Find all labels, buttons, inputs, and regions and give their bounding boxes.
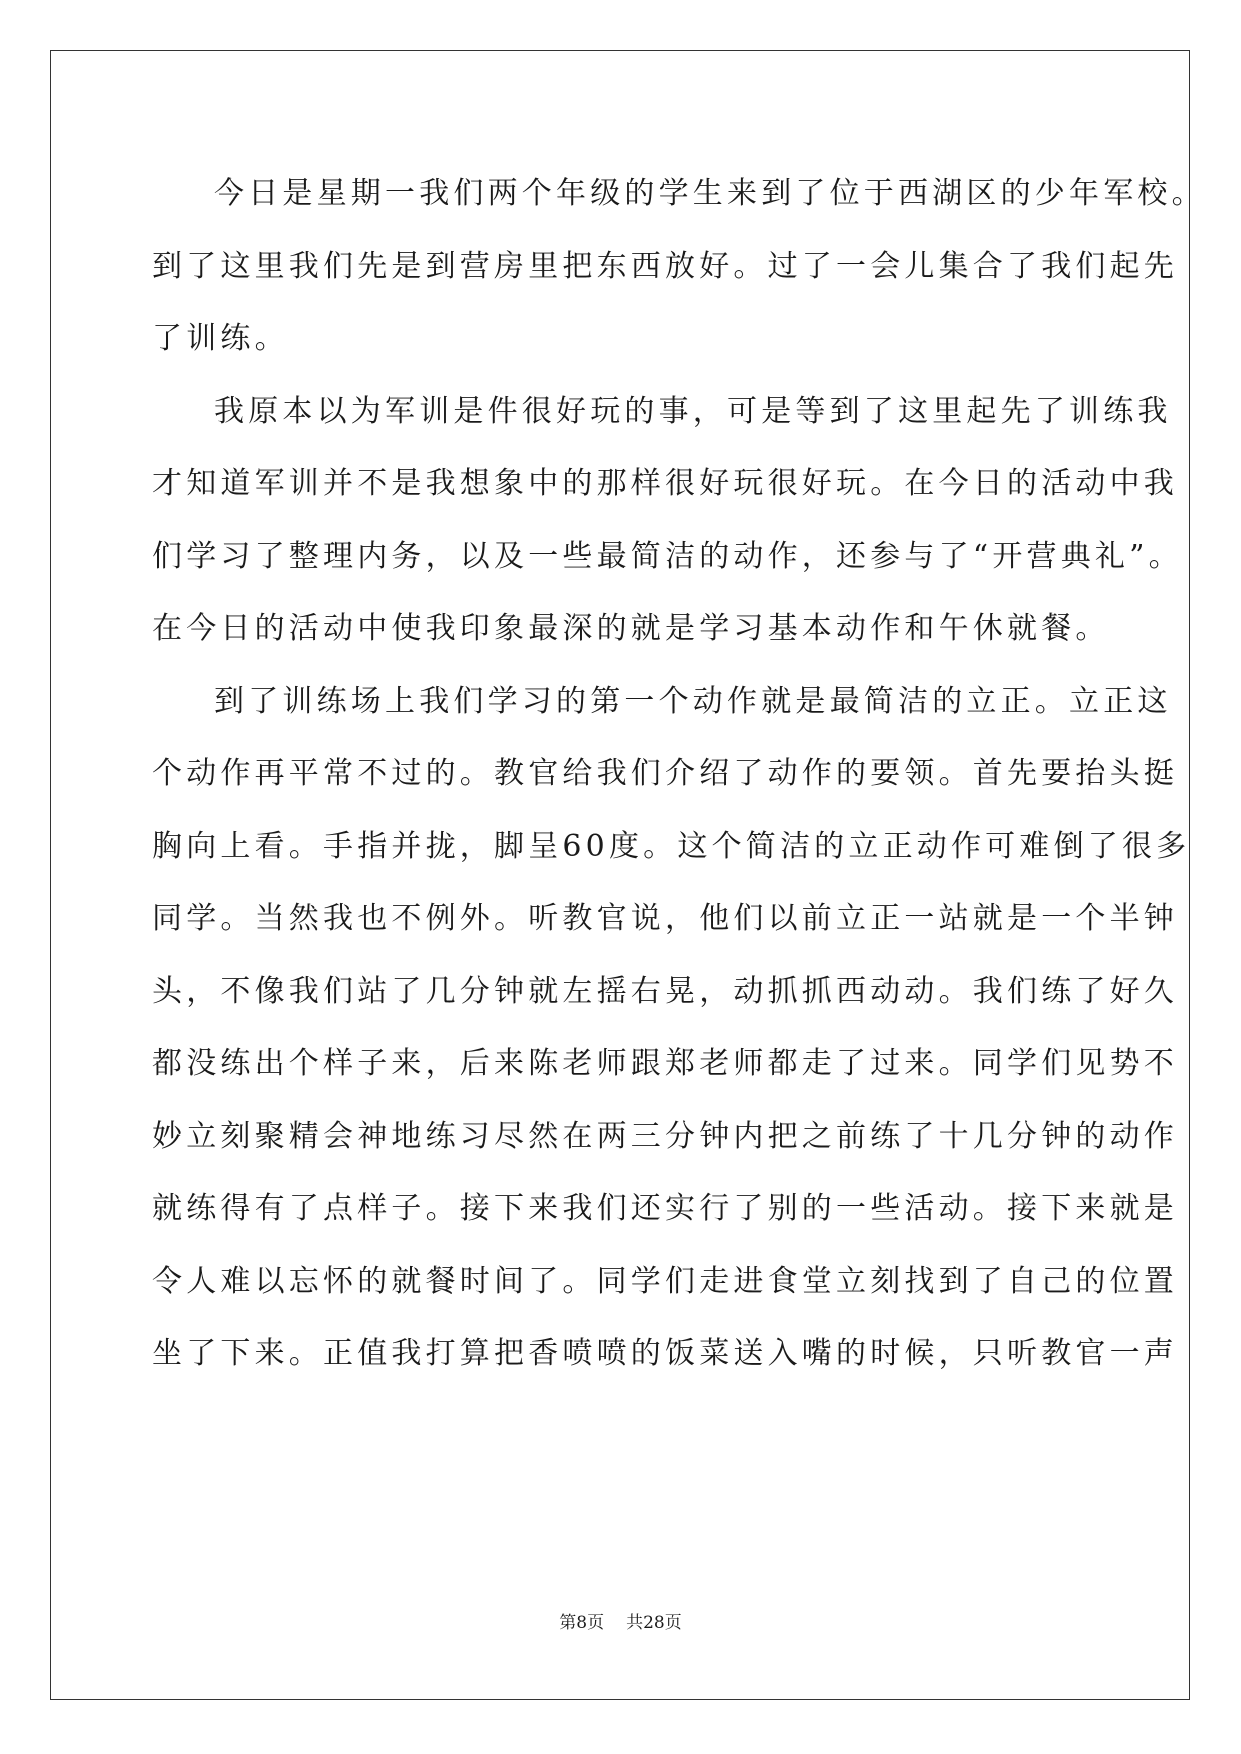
paragraph-2-line-2: 才知道军训并不是我想象中的那样很好玩很好玩。在今日的活动中我 [152, 466, 1178, 501]
paragraph-2-line-4: 在今日的活动中使我印象最深的就是学习基本动作和午休就餐。 [152, 611, 1110, 646]
paragraph-3-line-1: 到了训练场上我们学习的第一个动作就是最简洁的立正。立正这 [214, 683, 1172, 719]
paragraph-3-line-4: 同学。当然我也不例外。听教官说，他们以前立正一站就是一个半钟 [152, 901, 1178, 936]
paragraph-2-line-3: 们学习了整理内务，以及一些最简洁的动作，还参与了“开营典礼”。 [152, 538, 1183, 574]
paragraph-3-line-2: 个动作再平常不过的。教官给我们介绍了动作的要领。首先要抬头挺 [152, 756, 1178, 791]
paragraph-1-line-2: 到了这里我们先是到营房里把东西放好。过了一会儿集合了我们起先 [152, 248, 1178, 284]
page-footer [0, 1608, 1241, 1633]
paragraph-3-line-5: 头，不像我们站了几分钟就左摇右晃，动抓抓西动动。我们练了好久 [152, 973, 1178, 1009]
paragraph-3-line-8: 就练得有了点样子。接下来我们还实行了别的一些活动。接下来就是 [152, 1191, 1178, 1226]
paragraph-1-line-3: 了训练。 [152, 321, 289, 356]
paragraph-3-line-9: 令人难以忘怀的就餐时间了。同学们走进食堂立刻找到了自己的位置 [152, 1263, 1178, 1299]
paragraph-3-line-3: 胸向上看。手指并拢，脚呈60度。这个简洁的立正动作可难倒了很多 [152, 828, 1191, 864]
page-total: 共28页 [626, 1613, 682, 1633]
paragraph-2-line-1: 我原本以为军训是件很好玩的事，可是等到了这里起先了训练我 [214, 393, 1172, 429]
paragraph-3-line-6: 都没练出个样子来，后来陈老师跟郑老师都走了过来。同学们见势不 [152, 1046, 1178, 1081]
paragraph-3-line-10: 坐了下来。正值我打算把香喷喷的饭菜送入嘴的时候，只听教官一声 [152, 1336, 1178, 1371]
paragraph-3-line-7: 妙立刻聚精会神地练习尽然在两三分钟内把之前练了十几分钟的动作 [152, 1118, 1178, 1154]
paragraph-1-line-1: 今日是星期一我们两个年级的学生来到了位于西湖区的少年军校。 [214, 176, 1206, 211]
document-body [152, 158, 1206, 1391]
page-number: 第8页 [559, 1613, 605, 1633]
